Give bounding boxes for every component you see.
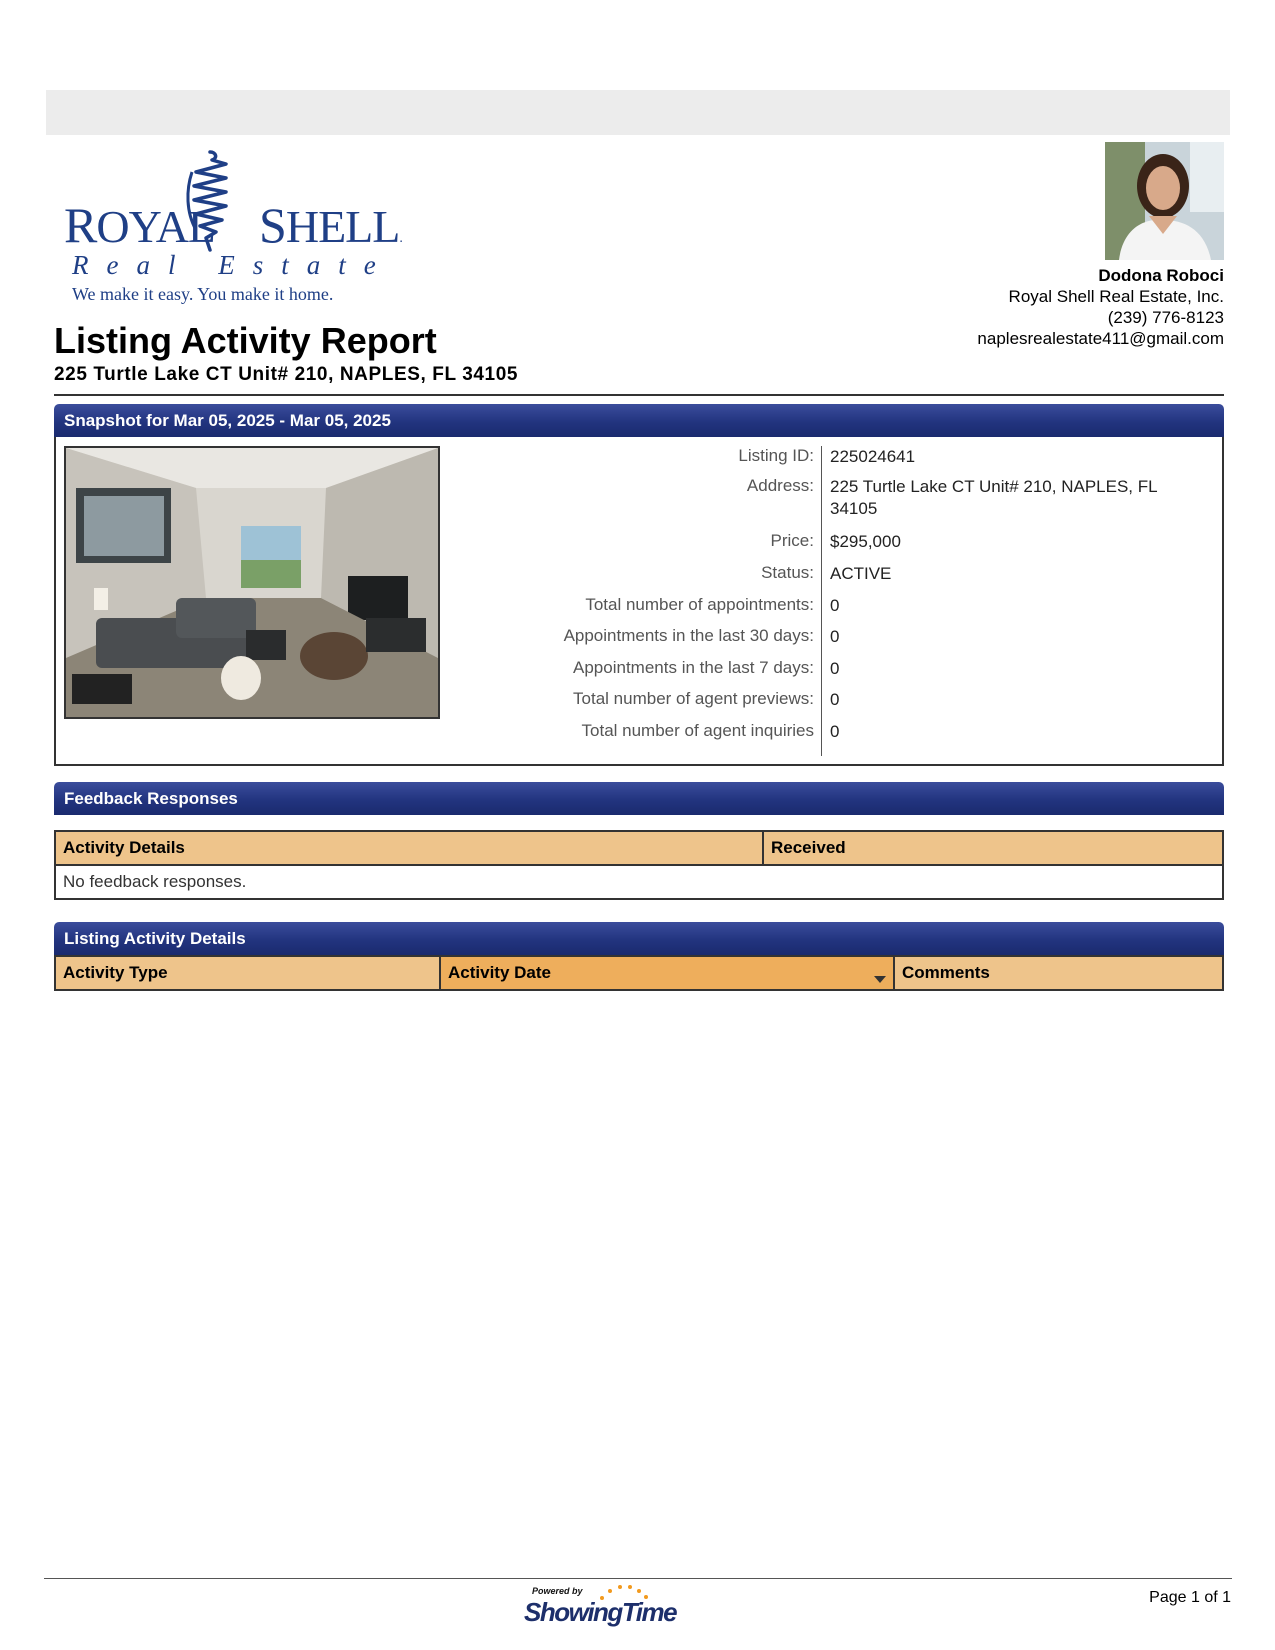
page-title: Listing Activity Report [54,320,437,361]
table-row [55,865,1223,899]
page-number: Page 1 of 1 [1149,1589,1231,1606]
logo-subtitle: Real Estate [72,250,394,280]
title-divider [54,394,1224,396]
column-header-comments[interactable]: Comments [894,956,1223,990]
stat-value: 0 [830,659,840,678]
activity-table [54,955,1224,991]
feedback-table [54,830,1224,900]
column-header-activity-details[interactable]: Activity Details [55,831,763,865]
stat-label: Listing ID: [738,446,814,465]
agent-name: Dodona Roboci [1098,266,1224,285]
stat-value: 0 [830,627,840,646]
stat-value: 225 Turtle Lake CT Unit# 210, NAPLES, FL 34105 [830,477,1157,518]
agent-email[interactable]: naplesrealestate411@gmail.com [977,329,1224,348]
agent-photo [1105,142,1224,260]
footer-divider [44,1578,1232,1579]
activity-header: Listing Activity Details [54,922,1224,955]
sort-down-icon[interactable] [874,976,886,983]
stat-value: $295,000 [830,532,901,551]
showingtime-wordmark: ShowingTime [524,1597,677,1627]
stat-value: 0 [830,722,840,741]
agent-phone[interactable]: (239) 776-8123 [1107,308,1224,327]
powered-by-text: Powered by [532,1586,583,1596]
empty-feedback-message: No feedback responses. [55,865,1223,899]
stat-value: 225024641 [830,447,916,466]
listing-photo [64,446,440,719]
top-banner [46,90,1230,135]
column-header-label: Activity Date [448,963,551,982]
logo-wordmark: ROYAL SHELL. [64,197,402,253]
stat-value: 0 [830,596,840,615]
stat-value: 0 [830,690,840,709]
column-header-activity-date[interactable] [440,956,894,990]
stat-label: Price: [770,531,814,550]
stat-label: Address: [746,476,814,495]
stat-label: Appointments in the last 7 days: [573,658,814,677]
stat-label: Total number of agent inquiries [581,721,814,740]
snapshot-panel [54,437,1224,766]
column-header-activity-type[interactable]: Activity Type [55,956,440,990]
royal-shell-logo [64,150,402,310]
report-address: 225 Turtle Lake CT Unit# 210, NAPLES, FL 34105 [54,364,519,385]
stat-label: Status: [761,563,814,582]
logo-tagline: We make it easy. You make it home. [72,284,334,304]
stats-divider [821,446,822,756]
snapshot-header: Snapshot for Mar 05, 2025 - Mar 05, 2025 [54,404,1224,437]
stat-value: ACTIVE [830,564,892,583]
column-header-received[interactable]: Received [763,831,1223,865]
agent-contact [977,265,1224,349]
stat-label: Total number of agent previews: [573,689,814,708]
stat-label: Total number of appointments: [585,595,814,614]
agent-company: Royal Shell Real Estate, Inc. [1008,287,1224,306]
showingtime-logo [522,1584,677,1634]
feedback-header: Feedback Responses [54,782,1224,815]
stat-label: Appointments in the last 30 days: [563,626,814,645]
